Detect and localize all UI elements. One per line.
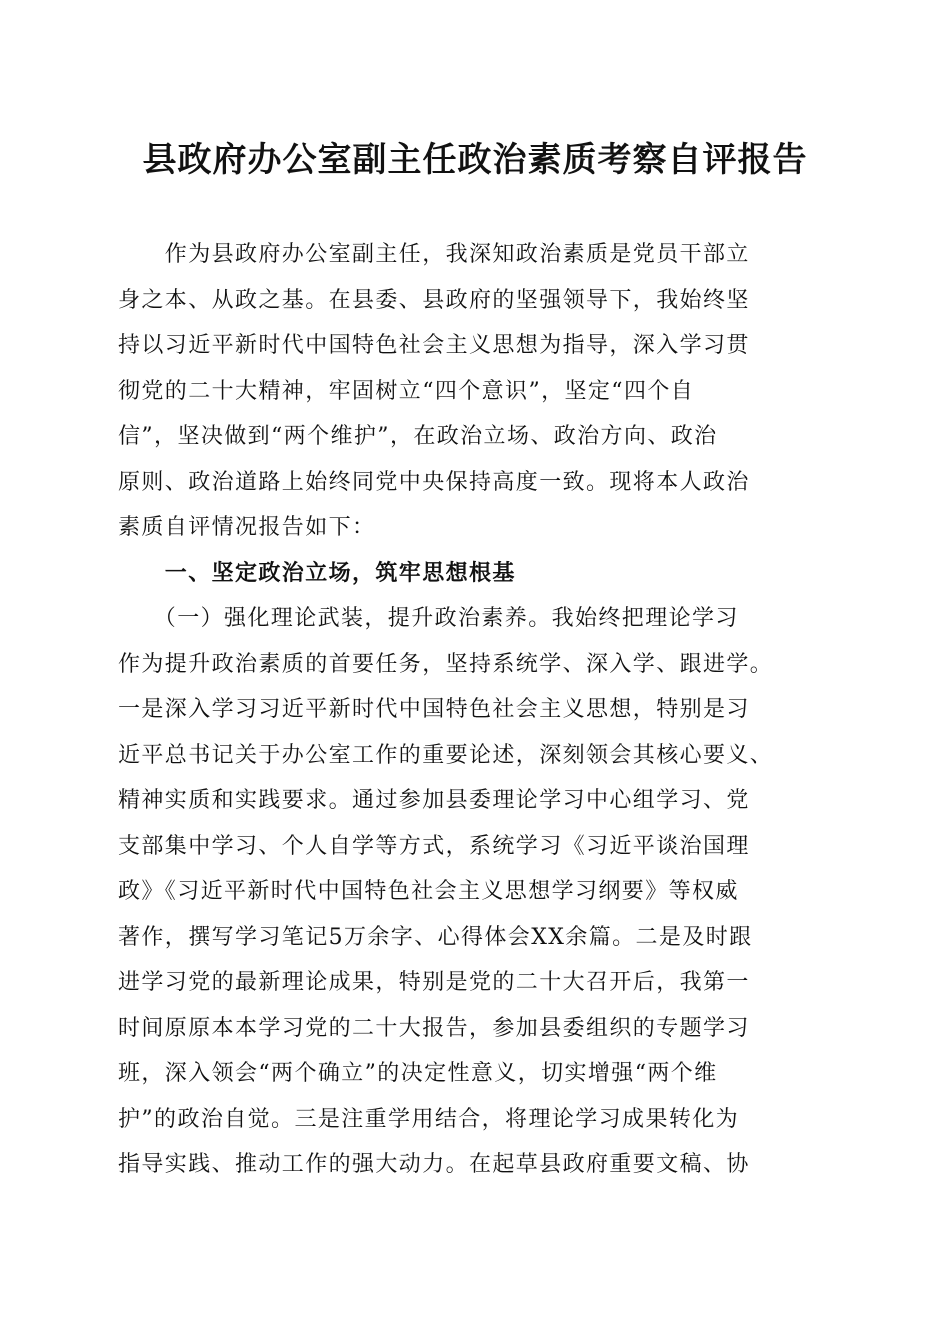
paragraph-line: 政》《习近平新时代中国特色社会主义思想学习纲要》等权威: [118, 879, 739, 904]
paragraph-line: 持以习近平新时代中国特色社会主义思想为指导，深入学习贯: [118, 333, 750, 358]
paragraph-line: 指导实践、推动工作的强大动力。在起草县政府重要文稿、协: [118, 1152, 750, 1177]
paragraph-line: 作为提升政治素质的首要任务，坚持系统学、深入学、跟进学。: [118, 651, 774, 677]
document-title: 县政府办公室副主任政治素质考察自评报告: [142, 140, 808, 180]
paragraph-line: 班，深入领会“两个确立”的决定性意义，切实增强“两个维: [118, 1061, 718, 1086]
paragraph-line: 支部集中学习、个人自学等方式，系统学习《习近平谈治国理: [118, 833, 750, 859]
paragraph-line: 著作，撰写学习笔记5万余字、心得体会XX余篇。二是及时跟: [118, 924, 753, 950]
paragraph-line: 素质自评情况报告如下：: [118, 515, 376, 540]
paragraph-line: 护”的政治自觉。三是注重学用结合，将理论学习成果转化为: [118, 1106, 740, 1132]
paragraph-line: 彻党的二十大精神，牢固树立“四个意识”，坚定“四个自: [118, 378, 695, 404]
paragraph-line: 精神实质和实践要求。通过参加县委理论学习中心组学习、党: [118, 788, 750, 813]
paragraph-line: 身之本、从政之基。在县委、县政府的坚强领导下，我始终坚: [118, 287, 750, 313]
paragraph-line: 信”，坚决做到“两个维护”，在政治立场、政治方向、政治: [118, 424, 718, 449]
paragraph-line: 一是深入学习习近平新时代中国特色社会主义思想，特别是习: [118, 697, 750, 722]
paragraph-line: 作为县政府办公室副主任，我深知政治素质是党员干部立: [118, 242, 750, 267]
paragraph-line: （一）强化理论武装，提升政治素养。我始终把理论学习: [118, 606, 739, 631]
paragraph-line: 时间原原本本学习党的二十大报告，参加县委组织的专题学习: [118, 1015, 750, 1041]
document-body: [118, 232, 833, 1188]
paragraph-line: 原则、政治道路上始终同党中央保持高度一致。现将本人政治: [118, 469, 750, 495]
paragraph-line: 近平总书记关于办公室工作的重要论述，深刻领会其核心要义、: [118, 742, 774, 768]
paragraph-line: 进学习党的最新理论成果，特别是党的二十大召开后，我第一: [118, 970, 750, 995]
section-heading: 一、坚定政治立场，筑牢思想根基: [118, 560, 516, 586]
